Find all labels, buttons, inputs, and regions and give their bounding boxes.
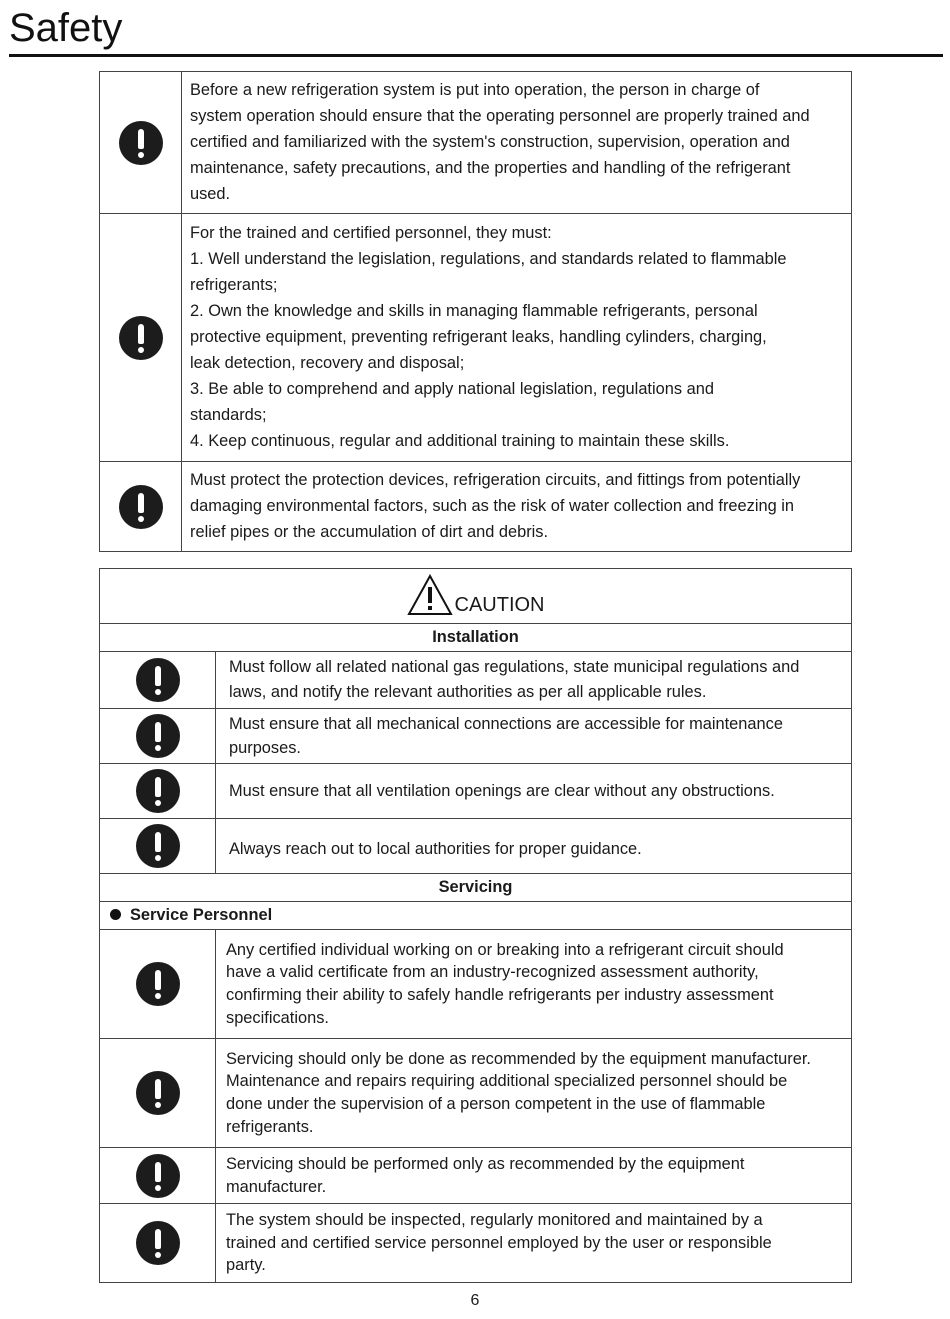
caution-table bbox=[99, 568, 852, 1283]
warning-icon bbox=[136, 658, 180, 702]
servicing-row: Servicing should be performed only as recommended by the equipment manufacturer. bbox=[100, 1148, 852, 1204]
warning-icon bbox=[136, 769, 180, 813]
warning-icon bbox=[136, 824, 180, 868]
safety-row bbox=[100, 72, 852, 214]
caution-header-row bbox=[100, 569, 852, 624]
installation-row: Must follow all related national gas regulations, state municipal regulations and laws, and notify the relevant authorities as per all applicable rules. bbox=[100, 652, 852, 709]
safety-row bbox=[100, 214, 852, 462]
warning-icon bbox=[119, 121, 163, 165]
safety-row bbox=[100, 462, 852, 552]
installation-title: Installation bbox=[100, 624, 852, 652]
installation-header-row bbox=[100, 624, 852, 652]
warning-icon bbox=[136, 962, 180, 1006]
warning-icon bbox=[119, 485, 163, 529]
servicing-title: Servicing bbox=[100, 874, 852, 902]
title-divider bbox=[9, 54, 943, 57]
warning-icon bbox=[136, 1154, 180, 1198]
page-number: 6 bbox=[470, 1292, 480, 1309]
installation-row: Must ensure that all ventilation openings are clear without any obstructions. bbox=[100, 764, 852, 819]
bullet-icon bbox=[110, 909, 121, 920]
warning-icon bbox=[119, 316, 163, 360]
installation-row: Always reach out to local authorities for proper guidance. bbox=[100, 819, 852, 874]
servicing-row: The system should be inspected, regularly monitored and maintained by a trained and certified service personnel employed by the user or responsible party. bbox=[100, 1204, 852, 1283]
safety-text: Before a new refrigeration system is put into operation, the person in charge of system operation should ensure that the operating personnel are properly trained and certified and familiarized with the system's construction, supervision, operation and maintenance, safety precautions, and the properties and handling of the refrigerant used. bbox=[182, 72, 852, 214]
servicing-row: Any certified individual working on or breaking into a refrigerant circuit should have a valid certificate from an industry-recognized assessment authority, confirming their ability to safely handle refrigerants per industry assessment specifications. bbox=[100, 930, 852, 1039]
service-personnel-label: Service Personnel bbox=[130, 906, 273, 924]
installation-row: Must ensure that all mechanical connections are accessible for maintenance purposes. bbox=[100, 709, 852, 764]
caution-triangle-icon bbox=[407, 574, 453, 616]
warning-icon bbox=[136, 1071, 180, 1115]
safety-table bbox=[99, 71, 852, 552]
safety-text: For the trained and certified personnel, they must: 1. Well understand the legislation, regulations, and standards related to flammable refrigerants; 2. Own the knowledge and skills in managing flammable refrigerants, personal protective equipment, preventing refrigerant leaks, handling cylinders, charging, leak detection, recovery and disposal; 3. Be able to comprehend and apply national legislation, regulations and standards; 4. Keep continuous, regular and additional training to maintain these skills. bbox=[182, 214, 852, 462]
safety-text: Must protect the protection devices, refrigeration circuits, and fittings from potentially damaging environmental factors, such as the risk of water collection and freezing in relief pipes or the accumulation of dirt and debris. bbox=[182, 462, 852, 552]
servicing-header-row bbox=[100, 874, 852, 902]
page-title: Safety bbox=[9, 6, 123, 50]
warning-icon bbox=[136, 714, 180, 758]
warning-icon bbox=[136, 1221, 180, 1265]
servicing-row: Servicing should only be done as recommended by the equipment manufacturer. Maintenance and repairs requiring additional specialized personnel should be done under the supervision of a person competent in the use of flammable refrigerants. bbox=[100, 1039, 852, 1148]
caution-label: CAUTION bbox=[454, 594, 545, 616]
service-personnel-row bbox=[100, 902, 852, 930]
